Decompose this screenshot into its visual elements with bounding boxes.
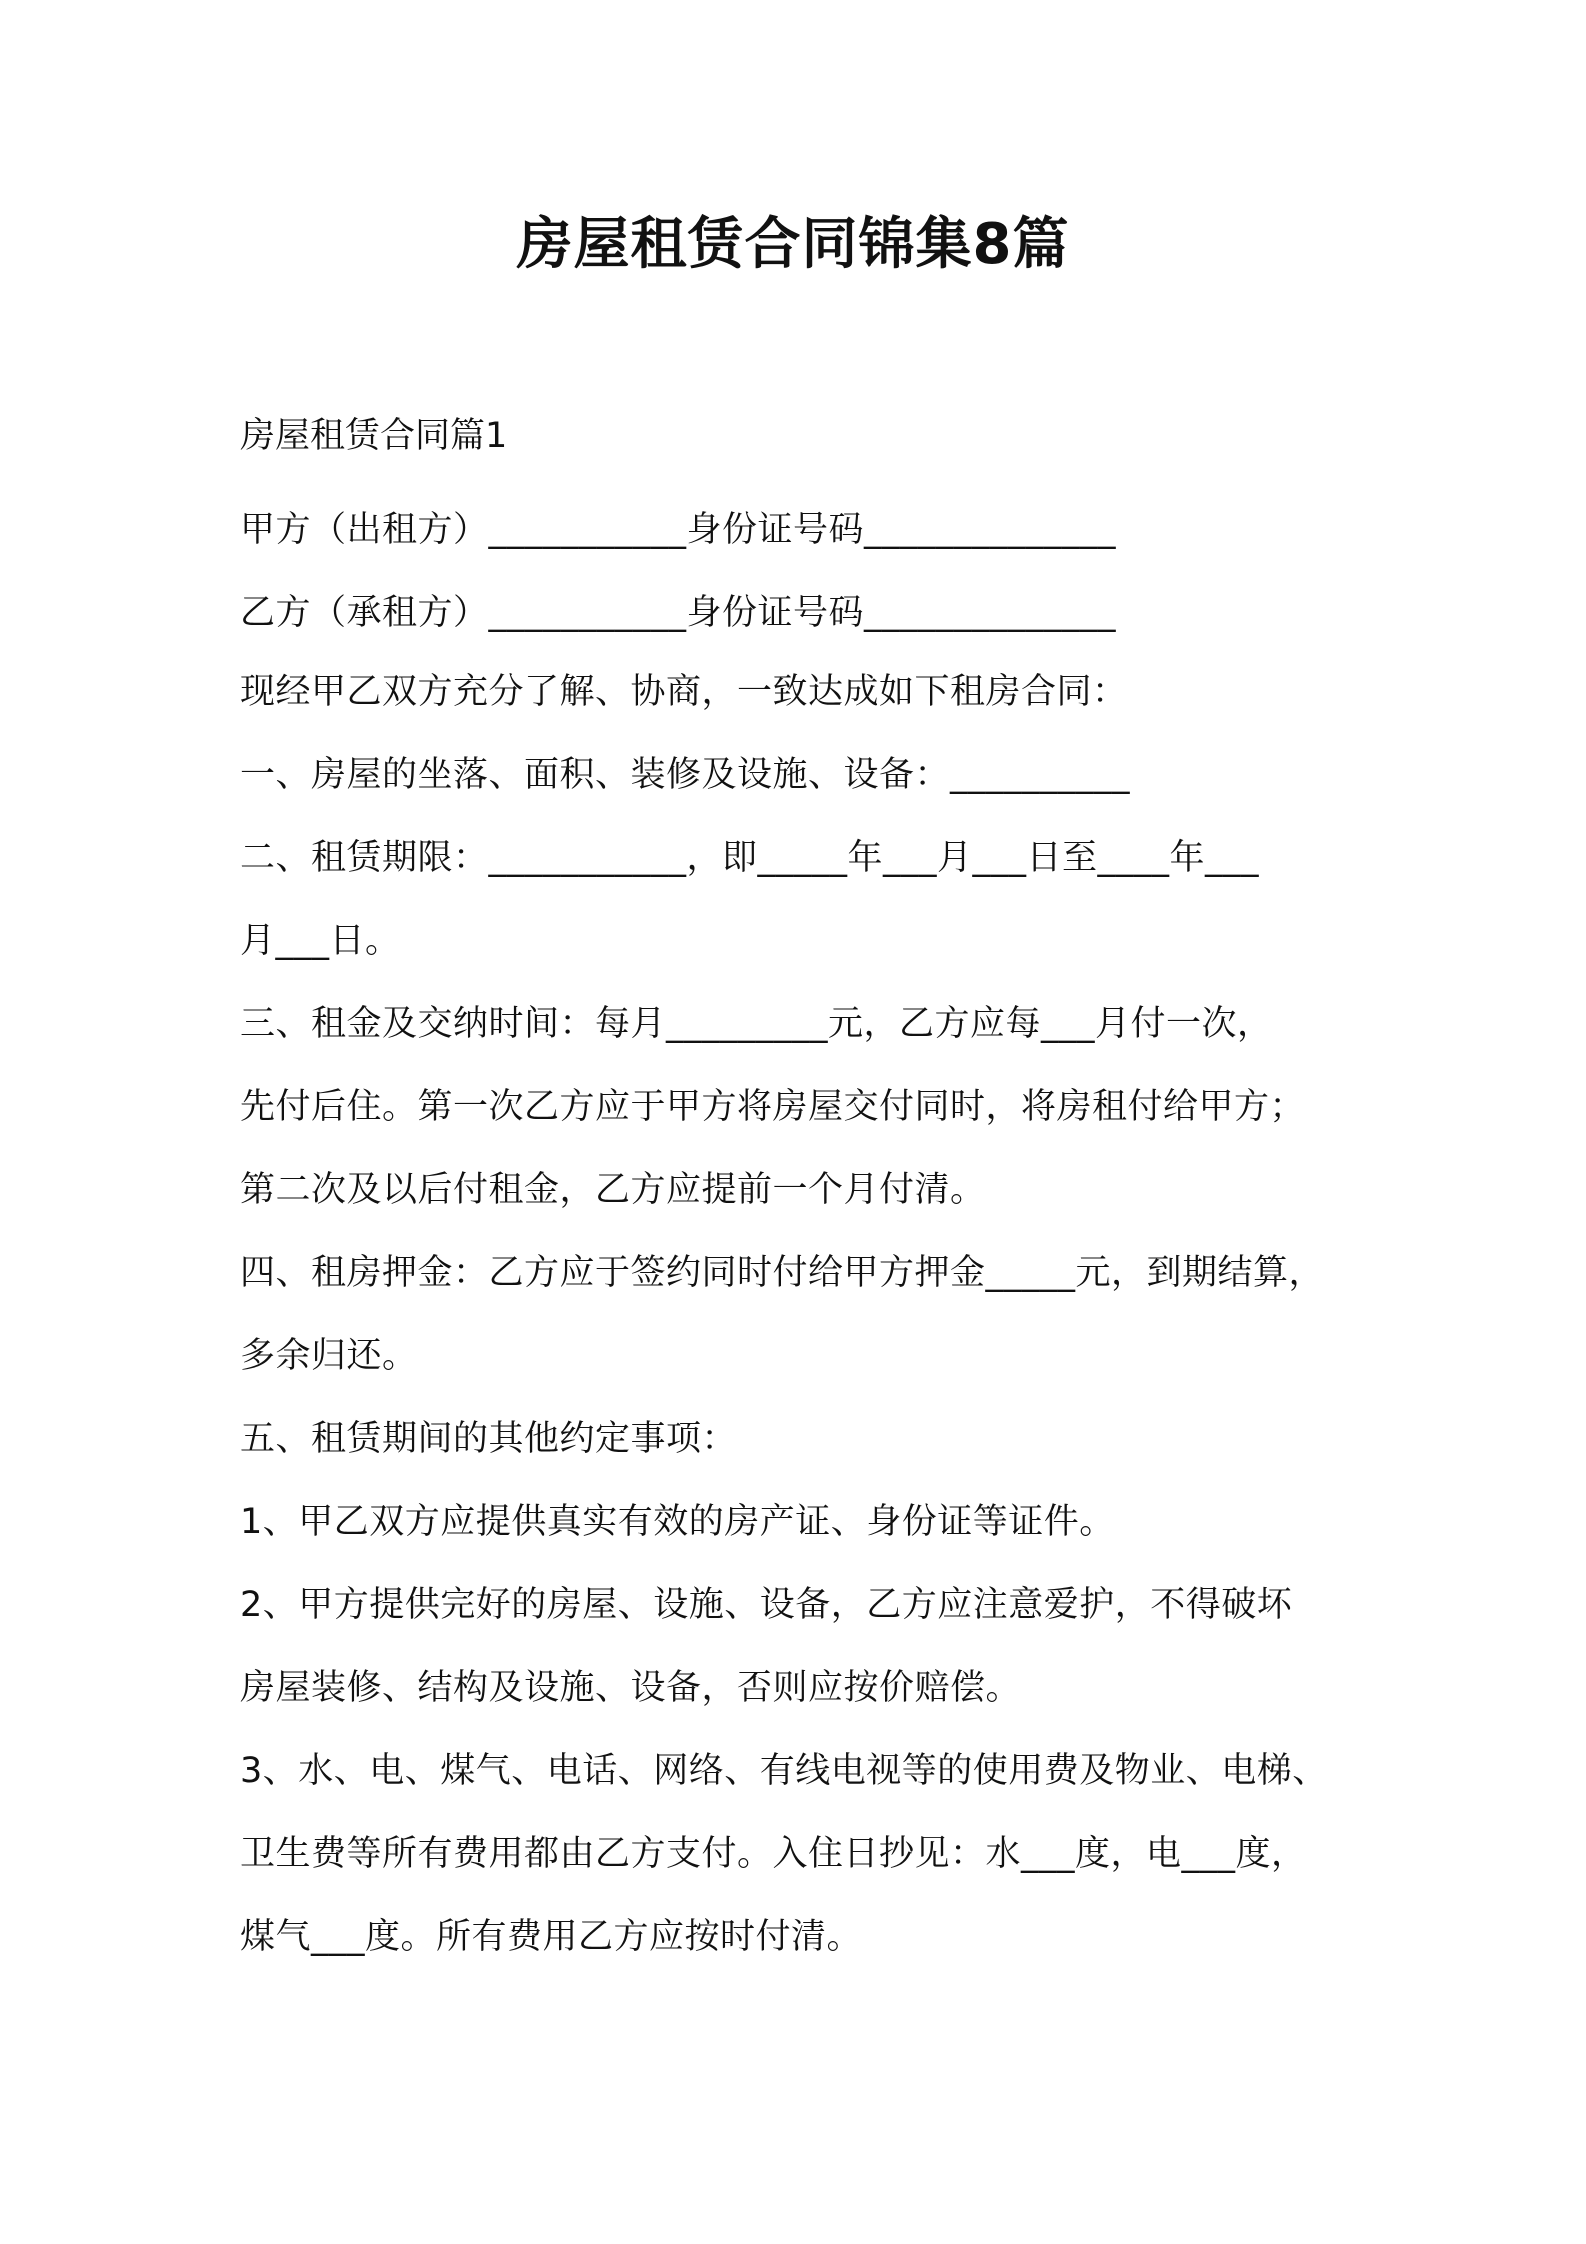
item-2-line-cont: 房屋装修、结构及设施、设备，否则应按价赔偿。 bbox=[240, 1668, 1022, 1708]
party-a-line: 甲方（出租方）___________身份证号码______________ bbox=[240, 510, 1117, 550]
clause-3-line-cont-1: 先付后住。第一次乙方应于甲方将房屋交付同时，将房租付给甲方； bbox=[240, 1087, 1306, 1127]
section-title: 房屋租赁合同篇1 bbox=[240, 416, 508, 456]
clause-3-line-cont-2: 第二次及以后付租金，乙方应提前一个月付清。 bbox=[240, 1170, 986, 1210]
item-3-line-cont-2: 煤气___度。所有费用乙方应按时付清。 bbox=[240, 1917, 863, 1957]
item-1-line: 1、甲乙双方应提供真实有效的房产证、身份证等证件。 bbox=[240, 1502, 1115, 1542]
clause-2-line-cont: 月___日。 bbox=[240, 921, 401, 961]
item-2-line: 2、甲方提供完好的房屋、设施、设备，乙方应注意爱护，不得破坏 bbox=[240, 1585, 1293, 1625]
clause-4-line: 四、租房押金：乙方应于签约同时付给甲方押金_____元，到期结算， bbox=[240, 1253, 1325, 1293]
clause-3-line: 三、租金及交纳时间：每月_________元，乙方应每___月付一次， bbox=[240, 1004, 1273, 1044]
document-title: 房屋租赁合同锦集8篇 bbox=[516, 212, 1070, 277]
clause-5-line: 五、租赁期间的其他约定事项： bbox=[240, 1419, 738, 1459]
clause-2-line: 二、租赁期限：___________，即_____年___月___日至____年___ bbox=[240, 838, 1260, 878]
clause-4-line-cont: 多余归还。 bbox=[240, 1336, 418, 1376]
item-3-line: 3、水、电、煤气、电话、网络、有线电视等的使用费及物业、电梯、 bbox=[240, 1751, 1328, 1791]
clause-1-line: 一、房屋的坐落、面积、装修及设施、设备：__________ bbox=[240, 755, 1131, 795]
party-b-line: 乙方（承租方）___________身份证号码______________ bbox=[240, 593, 1117, 633]
intro-line: 现经甲乙双方充分了解、协商，一致达成如下租房合同： bbox=[240, 672, 1128, 712]
item-3-line-cont-1: 卫生费等所有费用都由乙方支付。入住日抄见：水___度，电___度， bbox=[240, 1834, 1307, 1874]
